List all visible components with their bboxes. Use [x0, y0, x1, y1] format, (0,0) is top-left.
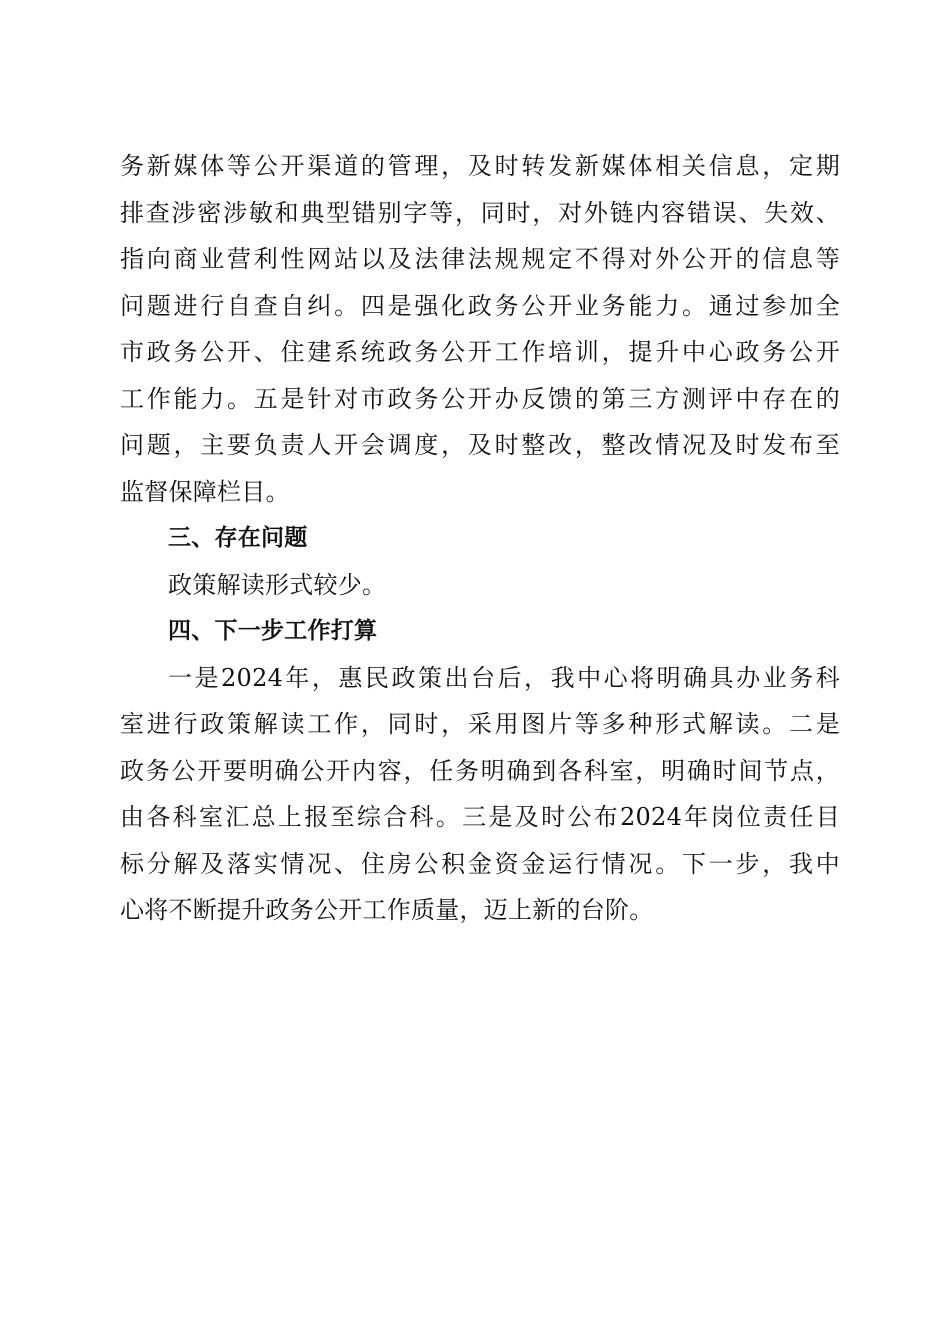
next-steps-line: 一是2024年，惠民政策出台后，我中心将明确具办业务科	[168, 663, 840, 692]
next-steps-line: 标分解及落实情况、住房公积金资金运行情况。下一步，我中	[120, 849, 840, 878]
section-heading-problems: 三、存在问题	[168, 525, 308, 551]
document-body	[120, 143, 840, 934]
section-heading-next-steps: 四、下一步工作打算	[168, 618, 378, 644]
next-steps-line-end: 心将不断提升政务公开工作质量，迈上新的台阶。	[120, 896, 654, 924]
paragraph-line: 务新媒体等公开渠道的管理，及时转发新媒体相关信息，定期	[120, 152, 840, 180]
paragraph-line: 问题，主要负责人开会调度，及时整改，整改情况及时发布至	[120, 431, 840, 459]
paragraph-line: 工作能力。五是针对市政务公开办反馈的第三方测评中存在的	[120, 384, 840, 413]
section-text-problems: 政策解读形式较少。	[168, 570, 387, 599]
next-steps-line: 由各科室汇总上报至综合科。三是及时公布2024年岗位责任目	[120, 803, 840, 831]
paragraph-line: 排查涉密涉敏和典型错别字等，同时，对外链内容错误、失效、	[120, 198, 840, 227]
paragraph-line: 市政务公开、住建系统政务公开工作培训，提升中心政务公开	[120, 338, 840, 366]
paragraph-line: 问题进行自查自纠。四是强化政务公开业务能力。通过参加全	[120, 291, 840, 320]
paragraph-line: 指向商业营利性网站以及法律法规规定不得对外公开的信息等	[120, 245, 840, 273]
next-steps-line: 政务公开要明确公开内容，任务明确到各科室，明确时间节点，	[120, 756, 840, 785]
next-steps-line: 室进行政策解读工作，同时，采用图片等多种形式解读。二是	[120, 710, 840, 738]
paragraph-line-end: 监督保障栏目。	[120, 477, 290, 506]
